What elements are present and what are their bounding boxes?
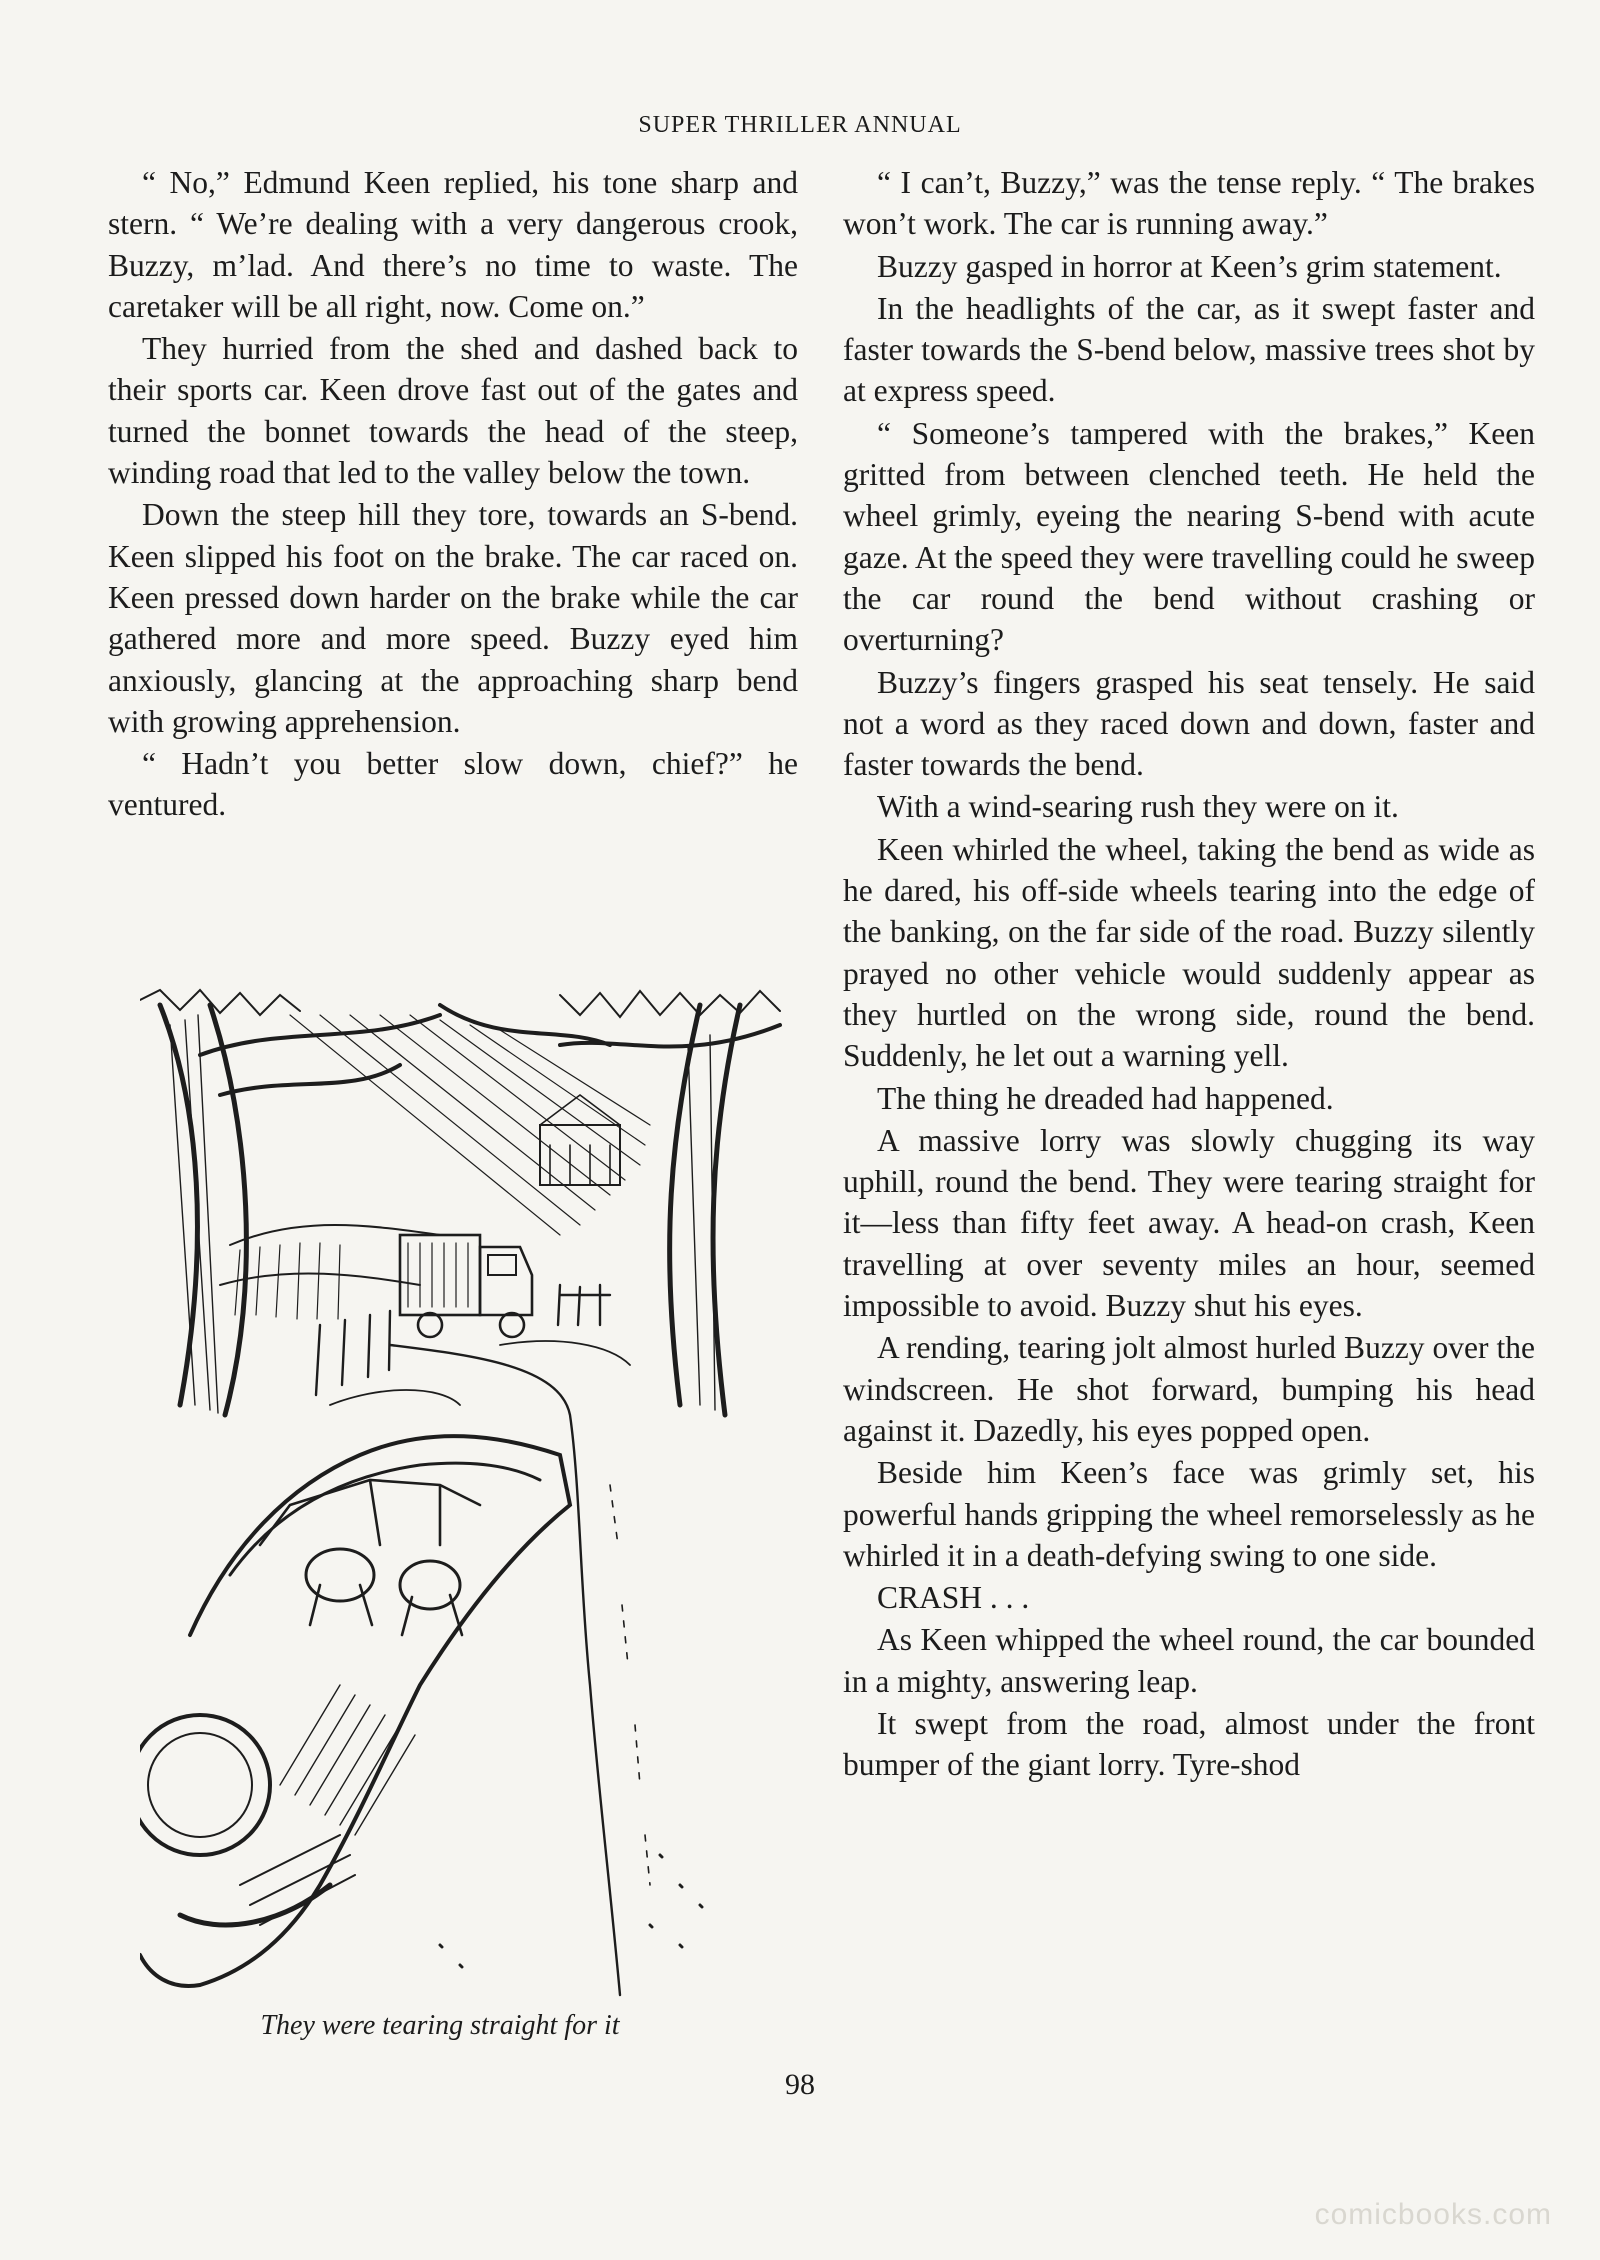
- running-title: SUPER THRILLER ANNUAL: [638, 112, 962, 138]
- paragraph: Beside him Keen’s face was grimly set, his powerful hands gripping the wheel remorselessly as he whirled it in a death-defying swing to one side.: [843, 1455, 1535, 1573]
- paragraph: With a wind-searing rush they were on it.: [877, 789, 1399, 825]
- watermark: comicbooks.com: [1314, 2198, 1552, 2231]
- illustration-drawing: [140, 985, 800, 2007]
- left-column: [108, 162, 798, 827]
- paragraph: Buzzy gasped in horror at Keen’s grim statement.: [877, 248, 1502, 284]
- paragraph: It swept from the road, almost under the front bumper of the giant lorry. Tyre-shod: [843, 1705, 1535, 1783]
- paragraph: “ Someone’s tampered with the brakes,” Keen gritted from between clenched teeth. He held the wheel grimly, eyeing the nearing S-bend with acute gaze. At the speed they were travelling could he sweep the car round the bend without crashing or overturning?: [843, 415, 1535, 658]
- paragraph: CRASH . . .: [877, 1580, 1030, 1616]
- paragraph: A massive lorry was slowly chugging its way uphill, round the bend. They were tearing straight for it—less than fifty feet away. A head-on crash, Keen travelling at over seventy miles an hour, seemed impossible to avoid. Buzzy shut his eyes.: [843, 1122, 1535, 1324]
- illustration-caption: They were tearing straight for it: [260, 2010, 620, 2041]
- paragraph: Down the steep hill they tore, towards an S-bend. Keen slipped his foot on the brake. The car raced on. Keen pressed down harder on the brake while the car gathered more and more speed. Buzzy eyed him anxiously, glancing at the approaching sharp bend with growing apprehension.: [108, 497, 798, 739]
- paragraph: “ I can’t, Buzzy,” was the tense reply. “ The brakes won’t work. The car is running away.”: [843, 165, 1535, 242]
- paragraph: A rending, tearing jolt almost hurled Buzzy over the windscreen. He shot forward, bumping his head against it. Dazedly, his eyes popped open.: [843, 1330, 1535, 1448]
- paragraph: Keen whirled the wheel, taking the bend as wide as he dared, his off-side wheels tearing into the edge of the banking, on the far side of the road. Buzzy silently prayed no other vehicle would suddenly appear as they hurtled on the wrong side, round the bend. Suddenly, he let out a warning yell.: [843, 831, 1535, 1074]
- paragraph: Buzzy’s fingers grasped his seat tensely. He said not a word as they raced down and down, faster and faster towards the bend.: [843, 664, 1535, 783]
- paragraph: “ Hadn’t you better slow down, chief?” he ventured.: [108, 746, 798, 823]
- paragraph: They hurried from the shed and dashed back to their sports car. Keen drove fast out of the gates and turned the bonnet towards the head of the steep, winding road that led to the valley below the town.: [108, 331, 798, 491]
- paragraph: In the headlights of the car, as it swept faster and faster towards the S-bend below, massive trees shot by at express speed.: [843, 290, 1535, 409]
- paragraph: As Keen whipped the wheel round, the car bounded in a mighty, answering leap.: [843, 1622, 1535, 1699]
- paragraph: The thing he dreaded had happened.: [877, 1080, 1334, 1116]
- illustration-car-and-lorry: [140, 985, 800, 2007]
- page-number: 98: [785, 2068, 815, 2101]
- right-column: [843, 162, 1535, 1787]
- paragraph: “ No,” Edmund Keen replied, his tone sharp and stern. “ We’re dealing with a very dangerous crook, Buzzy, m’lad. And there’s no time to waste. The caretaker will be all right, now. Come on.”: [108, 165, 798, 324]
